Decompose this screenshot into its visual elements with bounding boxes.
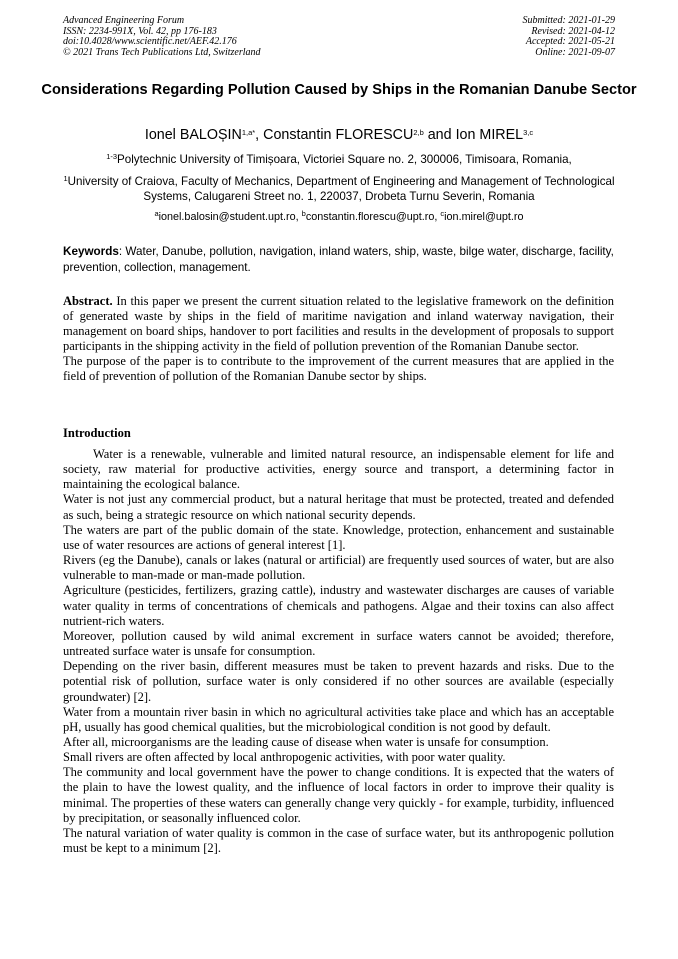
body-paragraph: Depending on the river basin, different measures must be taken to prevent hazards and risks. Due to the potential risk of pollution, surface water is only considered if no other sources are available (especially groundwater) [2]. xyxy=(63,659,614,704)
author-separator: , xyxy=(255,127,264,143)
body-paragraph: The natural variation of water quality is common in the case of surface water, but its anthropogenic pollution must be kept to a minimum [2]. xyxy=(63,825,614,856)
author-sup: 1,a* xyxy=(241,128,256,137)
email-sup: b xyxy=(301,209,306,218)
abstract-paragraph xyxy=(63,294,614,354)
accepted-date: Accepted: 2021-05-21 xyxy=(525,36,615,47)
abstract-block xyxy=(63,294,614,385)
author-name: Ion MIREL xyxy=(455,127,524,143)
doi-line: doi:10.4028/www.scientific.net/AEF.42.176 xyxy=(63,36,237,47)
journal-name: Advanced Engineering Forum xyxy=(63,15,185,26)
body-paragraph: Water is not just any commercial product, but a natural heritage that must be protected, treated and defended as such, being a strategic resource on which national security depends. xyxy=(63,492,614,522)
affiliation-text: University of Craiova, Faculty of Mechanics, Department of Engineering and Management of Technological Systems, Calugareni Street no. 1, 220037, Drobeta Turnu Severin, Romania xyxy=(67,175,615,203)
submitted-date: Submitted: 2021-01-29 xyxy=(522,15,615,26)
author-sup: 2,b xyxy=(413,128,424,137)
author-name: Constantin FLORESCU xyxy=(263,127,414,143)
author-list xyxy=(40,126,638,144)
issn-line: ISSN: 2234-991X, Vol. 42, pp 176-183 xyxy=(63,25,217,37)
online-date: Online: 2021-09-07 xyxy=(535,46,615,58)
body-paragraph: Small rivers are often affected by local anthropogenic activities, with poor water quality. xyxy=(63,750,506,765)
author-separator: and xyxy=(423,127,456,143)
body-paragraph: Water from a mountain river basin in which no agricultural activities take place and which has an acceptable pH, usually has good chemical qualities, but the microbiological condition is not good by default. xyxy=(63,704,614,734)
affiliation-text: Polytechnic University of Timișoara, Victoriei Square no. 2, 300006, Timisoara, Romania, xyxy=(117,153,572,166)
body-paragraph: Rivers (eg the Danube), canals or lakes (natural or artificial) are frequently used sources of water, but are also vulnerable to man-made or man-made pollution. xyxy=(63,553,614,583)
keywords-text: : Water, Danube, pollution, navigation, inland waters, ship, waste, bilge water, discharge, facility, prevention, collection, management. xyxy=(63,245,614,274)
affiliation xyxy=(40,174,638,204)
keywords-block xyxy=(63,244,615,275)
paper-title: Considerations Regarding Pollution Caused by Ships in the Romanian Danube Sector xyxy=(41,82,637,98)
body-paragraph: Agriculture (pesticides, fertilizers, grazing cattle), industry and wastewater discharges are causes of variable water quality in terms of concentrations of chemicals and pathogens. Algae and their toxins can also affect nutrient-rich waters. xyxy=(63,583,614,628)
body-paragraph: Moreover, pollution caused by wild animal excrement in surface waters cannot be avoided; therefore, untreated surface water is unsafe for consumption. xyxy=(63,628,614,659)
abstract-paragraph: The purpose of the paper is to contribute to the improvement of the current measures that are applied in the field of prevention of pollution of the Romanian Danube sector by ships. xyxy=(63,354,614,384)
abstract-label: Abstract. xyxy=(63,294,113,308)
copyright-line: © 2021 Trans Tech Publications Ltd, Switzerland xyxy=(63,46,261,58)
body-paragraph: Water is a renewable, vulnerable and limited natural resource, an indispensable element for life and society, raw material for productive activities, energy source and transport, a determining factor in maintaining the ecological balance. xyxy=(63,447,614,492)
keywords-label: Keywords xyxy=(63,245,119,258)
revised-date: Revised: 2021-04-12 xyxy=(531,25,615,37)
introduction-body xyxy=(63,447,614,856)
affiliation-sup: 1 xyxy=(63,174,68,183)
email-link[interactable]: ionel.balosin@student.upt.ro xyxy=(158,211,296,223)
email-link[interactable]: constantin.florescu@upt.ro xyxy=(305,211,435,223)
email-link[interactable]: ion.mirel@upt.ro xyxy=(444,211,524,223)
affiliation xyxy=(40,152,638,167)
body-paragraph: After all, microorganisms are the leading cause of disease when water is unsafe for consumption. xyxy=(63,734,549,749)
email-sup: a xyxy=(154,209,159,218)
body-paragraph: The waters are part of the public domain of the state. Knowledge, protection, enhancement and sustainable use of water resources are actions of general interest [1]. xyxy=(63,522,614,552)
body-paragraph: The community and local government have the power to change conditions. It is expected that the waters of the plain to have the lowest quality, and the influence of local factors in order to improve their quality is minimal. The properties of these waters can generally change very quickly - for example, turbidity, influenced by precipitation, or seasonally influenced color. xyxy=(63,765,614,825)
journal-info xyxy=(63,16,261,58)
author-sup: 3,c xyxy=(523,128,534,137)
email-list: $^a$ionel.balosin@student.upt.ro, $^b$constantin.florescu@upt.ro, $^c$ion.mirel@upt.ro xyxy=(154,209,524,223)
publication-dates xyxy=(523,16,616,58)
email-sup: c xyxy=(440,209,445,218)
affiliation-sup: 1-3 xyxy=(106,152,118,161)
abstract-text: In this paper we present the current situation related to the legislative framework on the definition of generated waste by ships in the field of maritime navigation and inland waterway navigation, their management on board ships, handover to port facilities and results in the development of proposals to support participants in the shipping activity in the field of pollution prevention of the Romanian Danube sector. xyxy=(63,294,614,354)
author-name: Ionel BALOȘIN xyxy=(144,127,242,143)
section-heading: Introduction xyxy=(63,426,131,440)
